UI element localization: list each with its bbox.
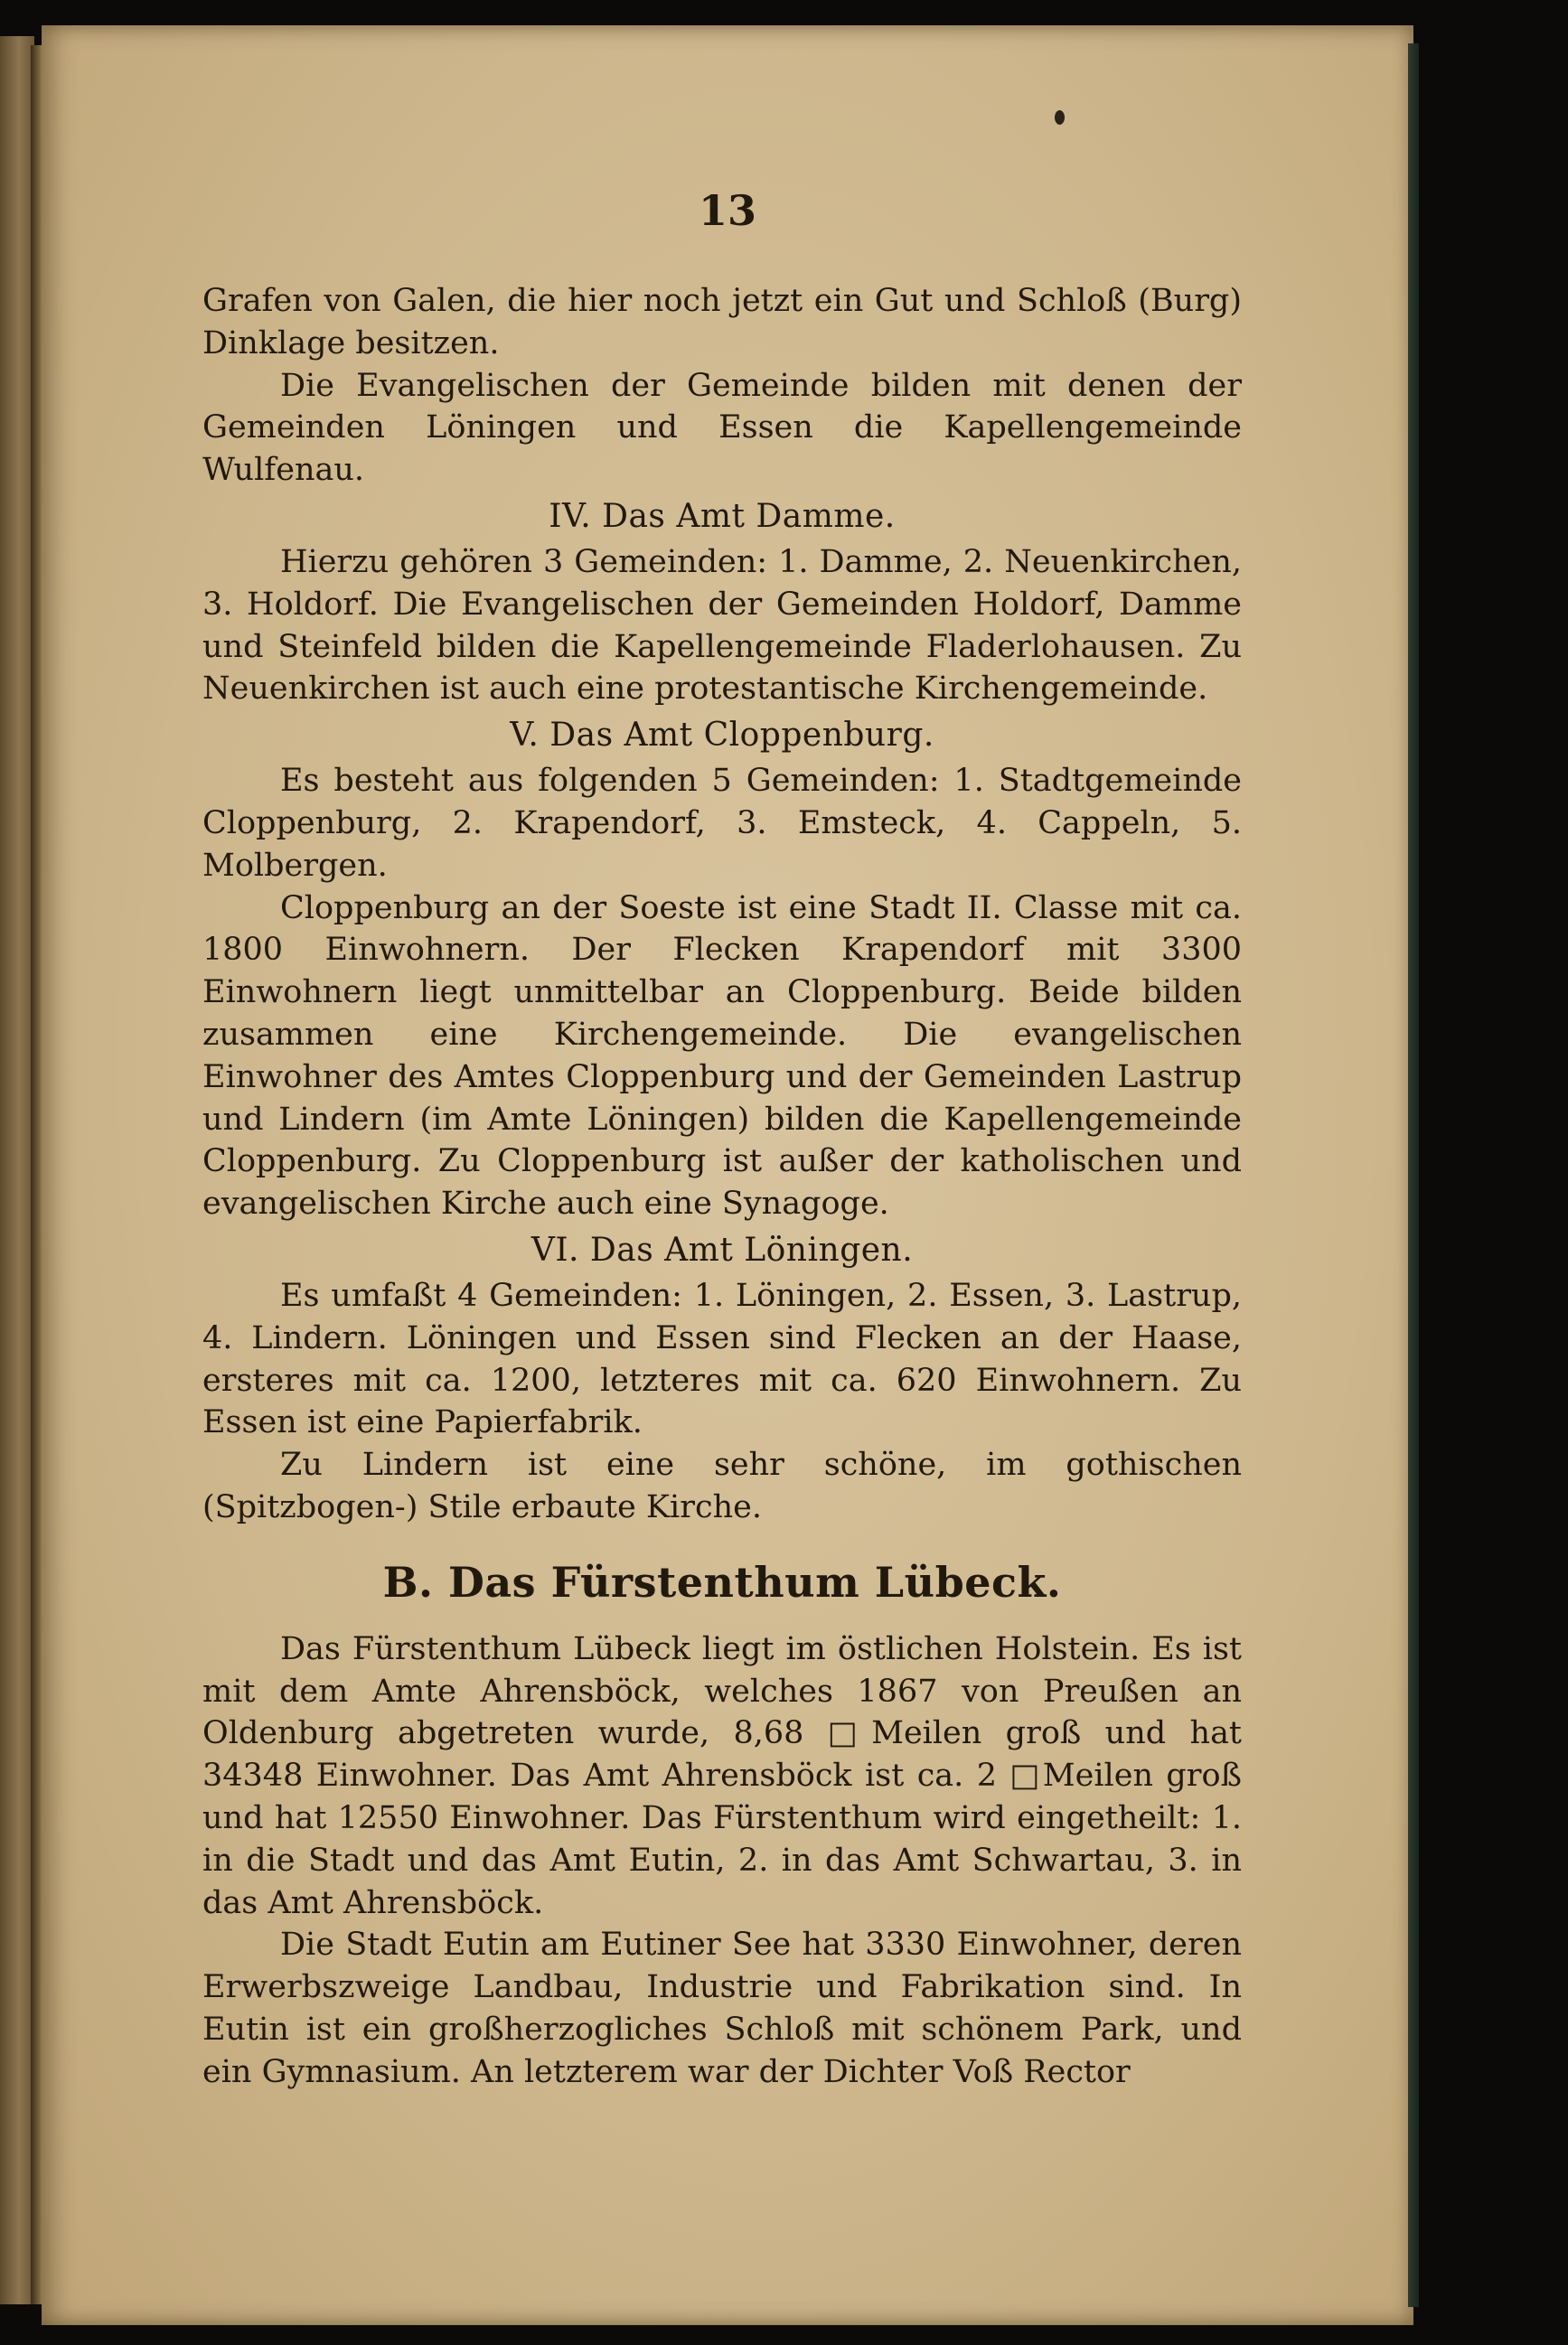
paragraph: Grafen von Galen, die hier noch jetzt ein Gut und Schloß (Burg) Dinklage besitzen. (202, 283, 1242, 361)
chapter-heading: B. Das Fürstenthum Lübeck. (382, 1557, 1062, 1607)
book-page (42, 25, 1413, 2325)
paragraph: Das Fürstenthum Lübeck liegt im östlichen Holstein. Es ist mit dem Amte Ahrensböck, welches 1867 von Preußen an Oldenburg abgetreten wurde, 8,68 □Meilen groß und hat 34348 Einwohner. Das Amt Ahrensböck ist ca. 2 □Meilen groß und hat 12550 Einwohner. Das Fürstenthum wird eingetheilt: 1. in die Stadt und das Amt Eutin, 2. in das Amt Schwartau, 3. in das Amt Ahrensböck. (202, 1630, 1242, 1921)
section-heading: IV. Das Amt Damme. (549, 497, 896, 535)
paragraph: Die Stadt Eutin am Eutiner See hat 3330 Einwohner, deren Erwerbszweige Landbau, Industrie und Fabrikation sind. In Eutin ist ein großherzogliches Schloß mit schönem Park, und ein Gymnasium. An letzterem war der Dichter Voß Rector (202, 1927, 1242, 2090)
page-text (202, 280, 1242, 2093)
paragraph: Es umfaßt 4 Gemeinden: 1. Löningen, 2. Essen, 3. Lastrup, 4. Lindern. Löningen und Essen sind Flecken an der Haase, ersteres mit ca. 1200, letzteres mit ca. 620 Einwohnern. Zu Essen ist eine Papierfabrik. (202, 1277, 1242, 1441)
paragraph: Zu Lindern ist eine sehr schöne, im gothischen (Spitzbogen-) Stile erbaute Kirche. (202, 1447, 1242, 1525)
paragraph: Die Evangelischen der Gemeinde bilden mit denen der Gemeinden Löningen und Essen die Kapellengemeinde Wulfenau. (202, 367, 1242, 489)
section-heading: VI. Das Amt Löningen. (530, 1231, 914, 1269)
page-right-edge (1408, 43, 1419, 2307)
page-number: 13 (698, 186, 756, 235)
ink-blot (1055, 110, 1065, 125)
previous-page-edge (0, 36, 34, 2304)
section-heading: V. Das Amt Cloppenburg. (510, 717, 934, 755)
paragraph: Cloppenburg an der Soeste ist eine Stadt II. Classe mit ca. 1800 Einwohnern. Der Flecken Krapendorf mit 3300 Einwohnern liegt unmittelbar an Cloppenburg. Beide bilden zusammen eine Kirchengemeinde. Die evangelischen Einwohner des Amtes Cloppenburg und der Gemeinden Lastrup und Lindern (im Amte Löningen) bilden die Kapellengemeinde Cloppenburg. Zu Cloppenburg ist außer der katholischen und evangelischen Kirche auch eine Synagoge. (202, 889, 1242, 1223)
paragraph: Es besteht aus folgenden 5 Gemeinden: 1. Stadtgemeinde Cloppenburg, 2. Krapendorf, 3. Emsteck, 4. Cappeln, 5. Molbergen. (202, 763, 1242, 884)
paragraph: Hierzu gehören 3 Gemeinden: 1. Damme, 2. Neuenkirchen, 3. Holdorf. Die Evangelischen der Gemeinden Holdorf, Damme und Steinfeld bilden die Kapellengemeinde Fladerlohausen. Zu Neuenkirchen ist auch eine protestantische Kirchengemeinde. (202, 543, 1242, 708)
